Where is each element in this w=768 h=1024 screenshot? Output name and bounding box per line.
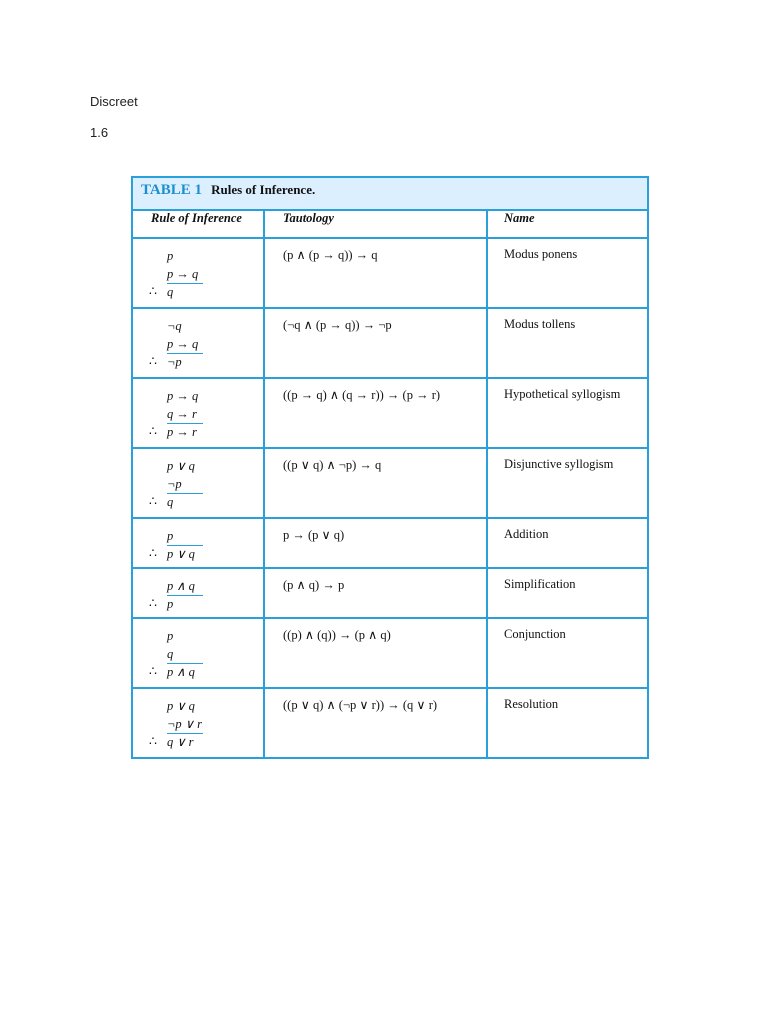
tautology-cell: ((p → q) ∧ (q → r)) → (p → r) [264, 378, 487, 448]
rule-name-cell: Simplification [487, 568, 648, 618]
table-row [132, 378, 648, 448]
rule-name-cell: Disjunctive syllogism [487, 448, 648, 518]
premise: p [167, 529, 174, 543]
table-label: TABLE 1 [141, 182, 202, 198]
tautology-cell: (p ∧ q) → p [264, 568, 487, 618]
rule-name-cell: Resolution [487, 688, 648, 758]
rule-cell [132, 308, 264, 378]
therefore-symbol: ∴ [149, 424, 157, 438]
premise: p → q [167, 337, 199, 351]
premise: q → r [167, 407, 197, 421]
rule-premises [149, 527, 203, 563]
rules-of-inference-table [131, 176, 649, 759]
conclusion: p [167, 595, 203, 613]
rule-name-cell: Hypothetical syllogism [487, 378, 648, 448]
conclusion: q [167, 283, 203, 301]
document-title: Discreet [90, 94, 138, 109]
therefore-symbol: ∴ [149, 284, 157, 298]
tautology-cell: ((p ∨ q) ∧ (¬p ∨ r)) → (q ∨ r) [264, 688, 487, 758]
premise: ¬p ∨ r [167, 717, 202, 731]
premise: p → q [167, 389, 199, 403]
conclusion: p ∧ q [167, 663, 203, 681]
rule-cell [132, 378, 264, 448]
header-rule: Rule of Inference [132, 210, 264, 238]
premise: p [167, 629, 174, 643]
tautology-cell: (¬q ∧ (p → q)) → ¬p [264, 308, 487, 378]
tautology-cell: p → (p ∨ q) [264, 518, 487, 568]
premise: p → q [167, 267, 199, 281]
premise: q [167, 647, 174, 661]
premise: ¬p [167, 477, 182, 491]
rule-cell [132, 238, 264, 308]
conclusion: ¬p [167, 353, 203, 371]
rule-premises [149, 627, 203, 681]
rule-cell [132, 618, 264, 688]
rule-name-cell: Modus ponens [487, 238, 648, 308]
therefore-symbol: ∴ [149, 546, 157, 560]
premise: p [167, 249, 174, 263]
rule-name-cell: Modus tollens [487, 308, 648, 378]
table-row [132, 568, 648, 618]
premise: ¬q [167, 319, 182, 333]
table-row [132, 688, 648, 758]
conclusion: q ∨ r [167, 733, 203, 751]
table-row [132, 618, 648, 688]
rule-premises [149, 697, 203, 751]
conclusion: q [167, 493, 203, 511]
table-title [132, 177, 648, 210]
rule-premises [149, 387, 203, 441]
premise: p ∨ q [167, 699, 195, 713]
rule-name-cell: Conjunction [487, 618, 648, 688]
rule-cell [132, 448, 264, 518]
rule-premises [149, 247, 203, 301]
rule-premises [149, 577, 203, 613]
rule-cell [132, 688, 264, 758]
rule-premises [149, 317, 203, 371]
header-name: Name [487, 210, 648, 238]
tautology-cell: ((p ∨ q) ∧ ¬p) → q [264, 448, 487, 518]
table-caption: Rules of Inference. [211, 182, 316, 197]
header-tautology: Tautology [264, 210, 487, 238]
rule-cell [132, 518, 264, 568]
table-row [132, 308, 648, 378]
premise: p ∧ q [167, 579, 195, 593]
premise: p ∨ q [167, 459, 195, 473]
therefore-symbol: ∴ [149, 734, 157, 748]
rule-name-cell: Addition [487, 518, 648, 568]
table-row [132, 448, 648, 518]
therefore-symbol: ∴ [149, 354, 157, 368]
therefore-symbol: ∴ [149, 494, 157, 508]
therefore-symbol: ∴ [149, 664, 157, 678]
tautology-cell: ((p) ∧ (q)) → (p ∧ q) [264, 618, 487, 688]
table-header-row [132, 210, 648, 238]
therefore-symbol: ∴ [149, 596, 157, 610]
table-row [132, 518, 648, 568]
conclusion: p ∨ q [167, 545, 203, 563]
rule-premises [149, 457, 203, 511]
rule-cell [132, 568, 264, 618]
tautology-cell: (p ∧ (p → q)) → q [264, 238, 487, 308]
section-number: 1.6 [90, 125, 109, 140]
conclusion: p → r [167, 423, 203, 441]
table-row [132, 238, 648, 308]
